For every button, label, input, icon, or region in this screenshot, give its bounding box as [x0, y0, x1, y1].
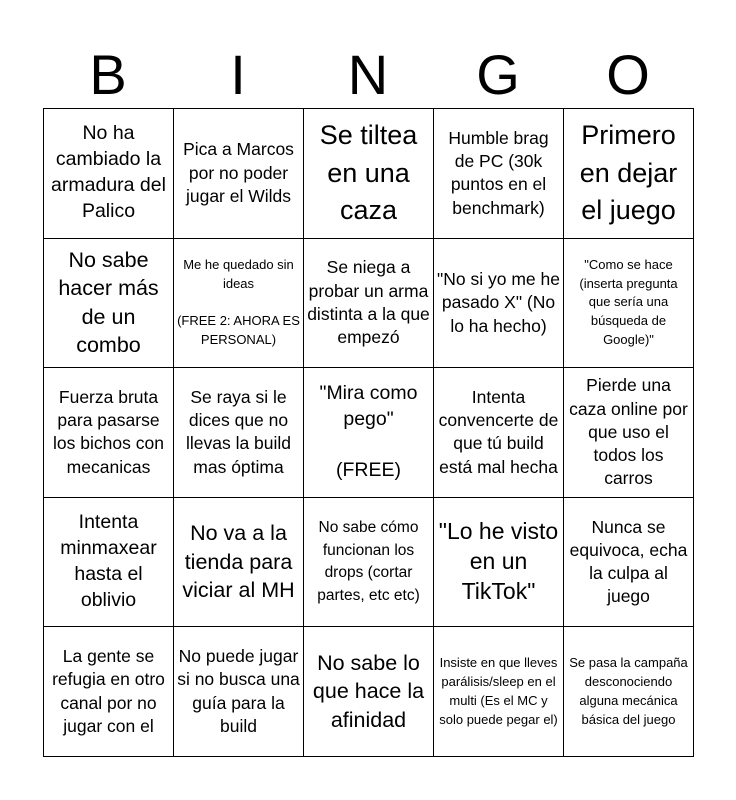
bingo-card — [43, 108, 694, 757]
bingo-cell: Intenta convencerte de que tú build está mal hecha — [434, 368, 564, 498]
bingo-cell: Humble brag de PC (30k puntos en el benchmark) — [434, 109, 564, 239]
bingo-cell: La gente se refugia en otro canal por no jugar con el — [44, 627, 174, 757]
bingo-cell: Se raya si le dices que no llevas la build mas óptima — [174, 368, 304, 498]
header-letter-n: N — [347, 43, 389, 106]
bingo-cell: No ha cambiado la armadura del Palico — [44, 109, 174, 239]
bingo-cell: Insiste en que lleves parálisis/sleep en el multi (Es el MC y solo puede pegar el) — [434, 627, 564, 757]
bingo-cell: Se niega a probar un arma distinta a la que empezó — [304, 239, 434, 369]
bingo-cell: Pica a Marcos por no poder jugar el Wilds — [174, 109, 304, 239]
bingo-cell: Pierde una caza online por que uso el todos los carros — [564, 368, 694, 498]
bingo-cell: Intenta minmaxear hasta el oblivio — [44, 498, 174, 628]
header-letter-o: O — [606, 43, 650, 106]
bingo-cell: "Como se hace (inserta pregunta que sería una búsqueda de Google)" — [564, 239, 694, 369]
bingo-cell: Nunca se equivoca, echa la culpa al juego — [564, 498, 694, 628]
bingo-cell: Fuerza bruta para pasarse los bichos con mecanicas — [44, 368, 174, 498]
bingo-cell: No puede jugar si no busca una guía para la build — [174, 627, 304, 757]
bingo-cell: Se tiltea en una caza — [304, 109, 434, 239]
bingo-cell: Primero en dejar el juego — [564, 109, 694, 239]
bingo-cell: "Mira como pego" (FREE) — [304, 368, 434, 498]
header-letter-g: G — [476, 43, 520, 106]
bingo-cell: "Lo he visto en un TikTok" — [434, 498, 564, 628]
bingo-cell: No va a la tienda para viciar al MH — [174, 498, 304, 628]
bingo-cell: Se pasa la campaña desconociendo alguna mecánica básica del juego — [564, 627, 694, 757]
bingo-cell: "No si yo me he pasado X" (No lo ha hecho) — [434, 239, 564, 369]
header-letter-i: I — [230, 43, 246, 106]
header-letter-b: B — [89, 43, 127, 106]
bingo-cell: No sabe lo que hace la afinidad — [304, 627, 434, 757]
bingo-cell: No sabe cómo funcionan los drops (cortar partes, etc etc) — [304, 498, 434, 628]
bingo-cell: No sabe hacer más de un combo — [44, 239, 174, 369]
bingo-cell: Me he quedado sin ideas (FREE 2: AHORA ES PERSONAL) — [174, 239, 304, 369]
bingo-header — [43, 42, 693, 108]
